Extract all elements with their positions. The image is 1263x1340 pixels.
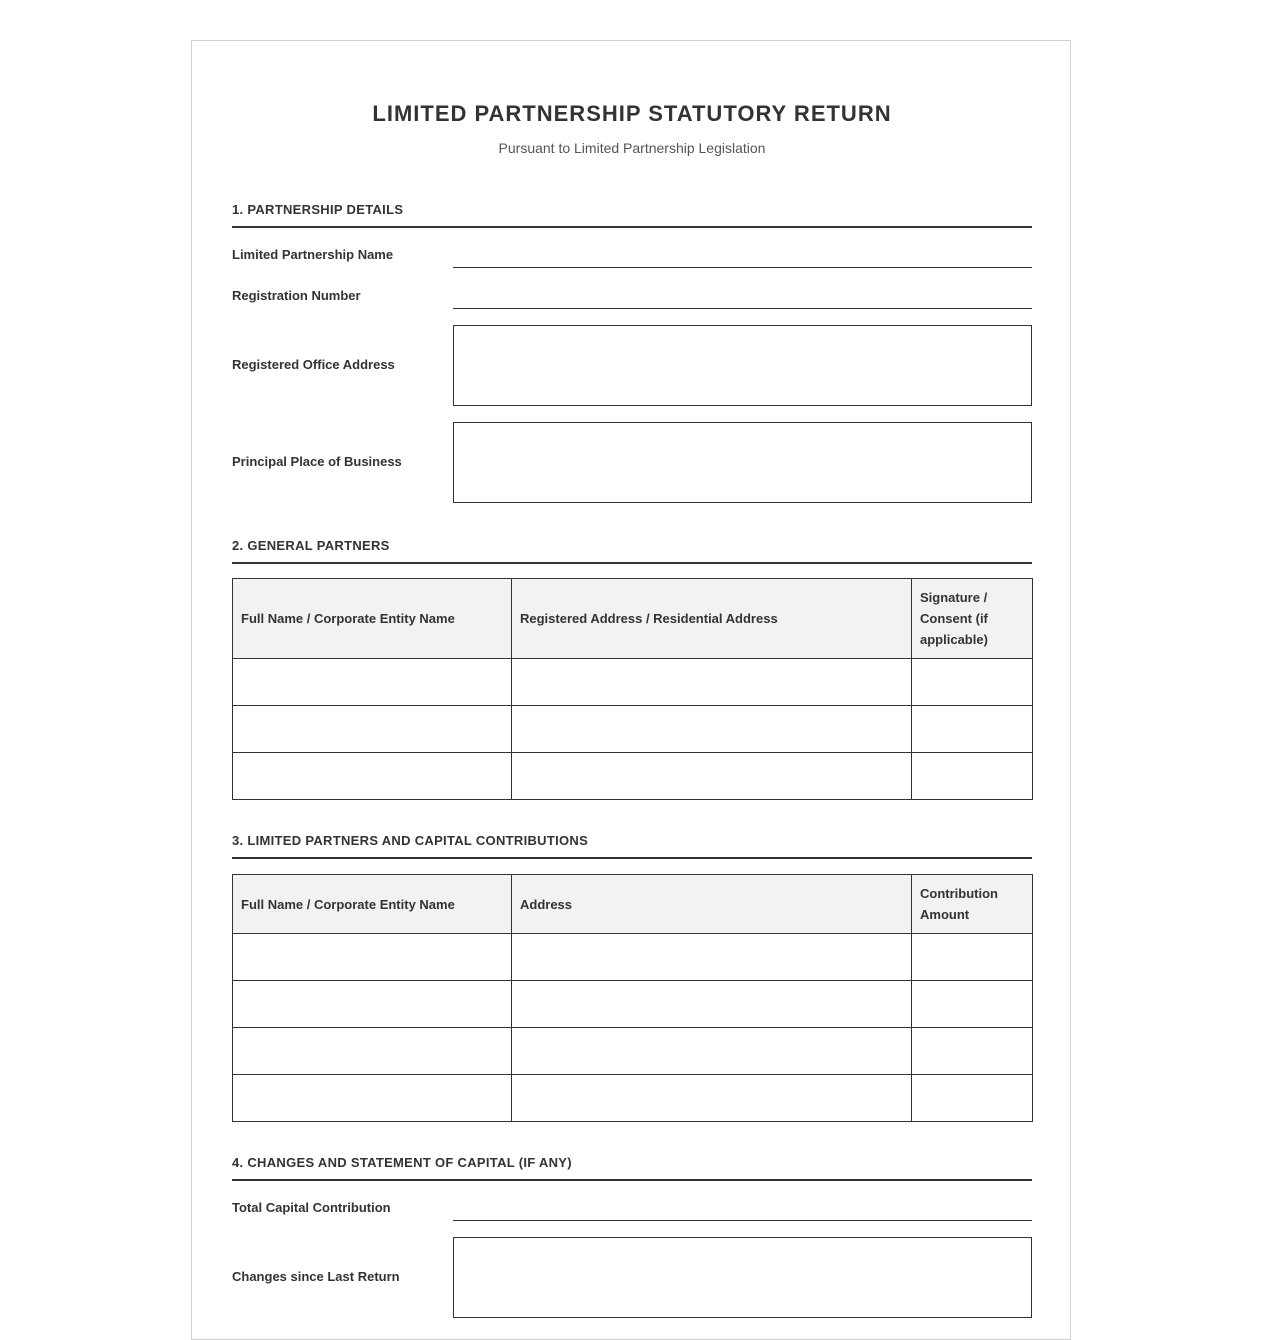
changes-since-last-return-label: Changes since Last Return bbox=[232, 1269, 400, 1284]
limited-partners-table bbox=[232, 874, 1033, 1122]
total-capital-contribution-label: Total Capital Contribution bbox=[232, 1200, 391, 1215]
table-cell[interactable] bbox=[233, 1028, 512, 1075]
table-cell[interactable] bbox=[912, 706, 1033, 753]
table-header-row bbox=[233, 875, 1033, 934]
column-header-contribution-amount: Contribution Amount bbox=[912, 875, 1033, 934]
table-cell[interactable] bbox=[233, 981, 512, 1028]
table-cell[interactable] bbox=[233, 1075, 512, 1122]
table-row bbox=[233, 659, 1033, 706]
column-header-address: Registered Address / Residential Address bbox=[512, 579, 912, 659]
column-header-signature: Signature / Consent (if applicable) bbox=[912, 579, 1033, 659]
total-capital-contribution-field[interactable] bbox=[453, 1220, 1032, 1221]
section-heading-general-partners: 2. GENERAL PARTNERS bbox=[232, 538, 1032, 564]
registered-office-address-label: Registered Office Address bbox=[232, 357, 395, 372]
table-cell[interactable] bbox=[233, 753, 512, 800]
table-cell[interactable] bbox=[512, 1075, 912, 1122]
principal-place-of-business-label: Principal Place of Business bbox=[232, 454, 402, 469]
table-cell[interactable] bbox=[912, 981, 1033, 1028]
table-cell[interactable] bbox=[512, 981, 912, 1028]
table-cell[interactable] bbox=[912, 934, 1033, 981]
lp-name-label: Limited Partnership Name bbox=[232, 247, 394, 262]
column-header-full-name: Full Name / Corporate Entity Name bbox=[233, 875, 512, 934]
table-cell[interactable] bbox=[233, 659, 512, 706]
table-cell[interactable] bbox=[512, 753, 912, 800]
table-row bbox=[233, 753, 1033, 800]
table-row bbox=[233, 1028, 1033, 1075]
section-heading-changes-and-capital: 4. CHANGES AND STATEMENT OF CAPITAL (IF ANY) bbox=[232, 1155, 1032, 1181]
table-header-row bbox=[233, 579, 1033, 659]
table-row bbox=[233, 981, 1033, 1028]
column-header-full-name: Full Name / Corporate Entity Name bbox=[233, 579, 512, 659]
table-cell[interactable] bbox=[512, 1028, 912, 1075]
document-title: LIMITED PARTNERSHIP STATUTORY RETURN bbox=[372, 101, 892, 126]
changes-since-last-return-field[interactable] bbox=[453, 1237, 1032, 1318]
table-cell[interactable] bbox=[912, 1028, 1033, 1075]
table-row bbox=[233, 934, 1033, 981]
document-subtitle: Pursuant to Limited Partnership Legislation bbox=[498, 140, 766, 156]
table-cell[interactable] bbox=[512, 659, 912, 706]
general-partners-table bbox=[232, 578, 1033, 800]
document-page bbox=[191, 40, 1071, 1340]
table-row bbox=[233, 706, 1033, 753]
table-cell[interactable] bbox=[233, 934, 512, 981]
section-heading-partnership-details: 1. PARTNERSHIP DETAILS bbox=[232, 202, 1032, 228]
registration-number-label: Registration Number bbox=[232, 288, 361, 303]
table-cell[interactable] bbox=[233, 706, 512, 753]
table-cell[interactable] bbox=[912, 753, 1033, 800]
registration-number-field[interactable] bbox=[453, 308, 1032, 309]
table-cell[interactable] bbox=[512, 934, 912, 981]
table-cell[interactable] bbox=[912, 1075, 1033, 1122]
table-cell[interactable] bbox=[912, 659, 1033, 706]
section-heading-limited-partners: 3. LIMITED PARTNERS AND CAPITAL CONTRIBUTIONS bbox=[232, 833, 1032, 859]
table-row bbox=[233, 1075, 1033, 1122]
principal-place-of-business-field[interactable] bbox=[453, 422, 1032, 503]
registered-office-address-field[interactable] bbox=[453, 325, 1032, 406]
table-cell[interactable] bbox=[512, 706, 912, 753]
column-header-address: Address bbox=[512, 875, 912, 934]
lp-name-field[interactable] bbox=[453, 267, 1032, 268]
